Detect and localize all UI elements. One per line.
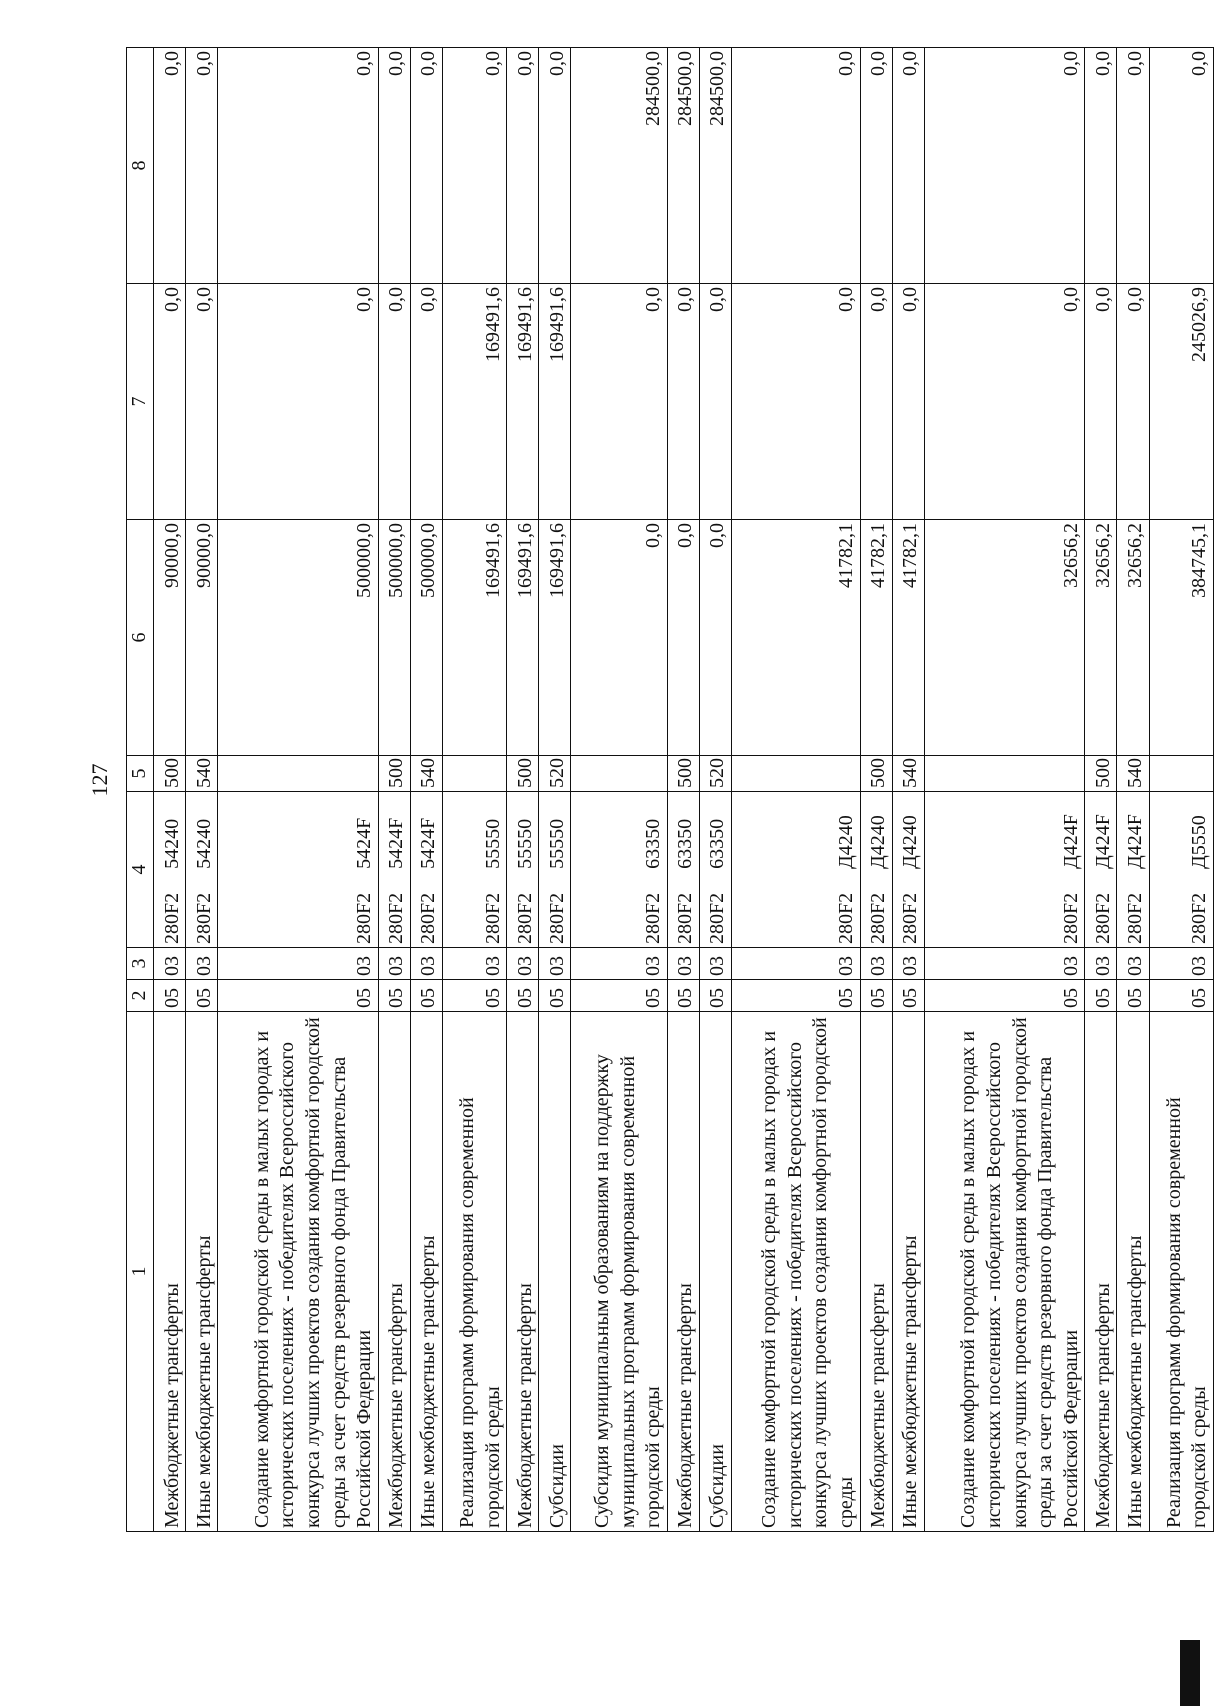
direction-code: 5424F — [385, 817, 408, 869]
subsection-code: 03 — [699, 948, 731, 980]
table-row — [1085, 48, 1117, 1532]
section-code: 05 — [732, 980, 860, 1012]
row-label: Создание комфортной городской среды в малых городах и исторических поселениях - победителях Всероссийского конкурса лучших проектов создания комфортной городской среды за счет средств резервного фонда Правительства Российской Федерации — [924, 1012, 1085, 1532]
table-row — [1149, 48, 1213, 1532]
amount-col8: 284500,0 — [699, 48, 731, 284]
amount-col8: 0,0 — [186, 48, 218, 284]
direction-code: 55550 — [513, 818, 536, 869]
table-row — [892, 48, 924, 1532]
program-code: 280F2 — [1059, 892, 1082, 944]
section-code: 05 — [1117, 980, 1149, 1012]
row-label: Субсидии — [539, 1012, 571, 1532]
direction-code: 54240 — [192, 818, 215, 869]
section-code: 05 — [924, 980, 1085, 1012]
target-code — [186, 792, 218, 948]
amount-col8: 0,0 — [1117, 48, 1149, 284]
row-label: Межбюджетные трансферты — [860, 1012, 892, 1532]
program-code: 280F2 — [417, 892, 440, 944]
subsection-code: 03 — [218, 948, 379, 980]
section-code: 05 — [410, 980, 442, 1012]
row-label: Иные межбюджетные трансферты — [1117, 1012, 1149, 1532]
amount-col6: 0,0 — [667, 520, 699, 756]
subsection-code: 03 — [732, 948, 860, 980]
subsection-code: 03 — [410, 948, 442, 980]
expense-type-code: 500 — [507, 756, 539, 792]
subsection-code: 03 — [186, 948, 218, 980]
table-row — [860, 48, 892, 1532]
amount-col6: 0,0 — [571, 520, 667, 756]
amount-col6: 384745,1 — [1149, 520, 1213, 756]
scan-edge-mark — [1180, 1640, 1200, 1706]
amount-col8: 0,0 — [539, 48, 571, 284]
target-code — [732, 792, 860, 948]
header-cell: 4 — [127, 792, 154, 948]
amount-col7: 0,0 — [667, 284, 699, 520]
row-label: Создание комфортной городской среды в малых городах и исторических поселениях - победителях Всероссийского конкурса лучших проектов создания комфортной городской среды за счет средств резервного фонда Правительства Российской Федерации — [218, 1012, 379, 1532]
amount-col8: 0,0 — [924, 48, 1085, 284]
amount-col8: 0,0 — [892, 48, 924, 284]
direction-code: Д424F — [1091, 814, 1114, 869]
amount-col7: 169491,6 — [507, 284, 539, 520]
section-code: 05 — [699, 980, 731, 1012]
target-code — [218, 792, 379, 948]
direction-code: 63350 — [706, 818, 729, 869]
program-code: 280F2 — [513, 892, 536, 944]
amount-col8: 0,0 — [154, 48, 186, 284]
table-header-row — [127, 48, 154, 1532]
amount-col6: 500000,0 — [410, 520, 442, 756]
amount-col7: 169491,6 — [443, 284, 507, 520]
table-row — [378, 48, 410, 1532]
table-row — [507, 48, 539, 1532]
expense-type-code: 540 — [1117, 756, 1149, 792]
row-label: Межбюджетные трансферты — [378, 1012, 410, 1532]
header-cell: 5 — [127, 756, 154, 792]
amount-col8: 0,0 — [507, 48, 539, 284]
program-code: 280F2 — [545, 892, 568, 944]
target-code — [507, 792, 539, 948]
direction-code: 63350 — [674, 818, 697, 869]
section-code: 05 — [860, 980, 892, 1012]
direction-code: 5424F — [353, 817, 376, 869]
amount-col6: 32656,2 — [1117, 520, 1149, 756]
amount-col7: 169491,6 — [539, 284, 571, 520]
section-code: 05 — [507, 980, 539, 1012]
direction-code: Д424F — [1059, 814, 1082, 869]
amount-col8: 0,0 — [1085, 48, 1117, 284]
direction-code: 55550 — [545, 818, 568, 869]
amount-col6: 169491,6 — [507, 520, 539, 756]
amount-col6: 41782,1 — [860, 520, 892, 756]
section-code: 05 — [218, 980, 379, 1012]
amount-col6: 90000,0 — [154, 520, 186, 756]
row-label: Субсидии — [699, 1012, 731, 1532]
amount-col6: 500000,0 — [218, 520, 379, 756]
target-code — [860, 792, 892, 948]
direction-code: 63350 — [642, 818, 665, 869]
table-row — [154, 48, 186, 1532]
amount-col7: 0,0 — [732, 284, 860, 520]
table-row — [443, 48, 507, 1532]
amount-col8: 0,0 — [860, 48, 892, 284]
table-row — [186, 48, 218, 1532]
row-label: Иные межбюджетные трансферты — [892, 1012, 924, 1532]
amount-col6: 41782,1 — [732, 520, 860, 756]
target-code — [443, 792, 507, 948]
amount-col7: 0,0 — [1085, 284, 1117, 520]
target-code — [699, 792, 731, 948]
expense-type-code: 540 — [892, 756, 924, 792]
target-code — [154, 792, 186, 948]
program-code: 280F2 — [481, 892, 504, 944]
target-code — [892, 792, 924, 948]
program-code: 280F2 — [706, 892, 729, 944]
direction-code: Д4240 — [899, 815, 922, 869]
program-code: 280F2 — [1188, 892, 1211, 944]
target-code — [410, 792, 442, 948]
amount-col6: 41782,1 — [892, 520, 924, 756]
subsection-code: 03 — [154, 948, 186, 980]
subsection-code: 03 — [1117, 948, 1149, 980]
amount-col6: 32656,2 — [1085, 520, 1117, 756]
amount-col7: 0,0 — [186, 284, 218, 520]
subsection-code: 03 — [892, 948, 924, 980]
expense-type-code: 500 — [860, 756, 892, 792]
section-code: 05 — [539, 980, 571, 1012]
table-body — [127, 48, 1214, 1532]
expense-type-code: 520 — [539, 756, 571, 792]
amount-col7: 0,0 — [860, 284, 892, 520]
table-row — [410, 48, 442, 1532]
page-number: 127 — [87, 763, 112, 797]
row-label: Межбюджетные трансферты — [507, 1012, 539, 1532]
subsection-code: 03 — [507, 948, 539, 980]
direction-code: Д4240 — [834, 815, 857, 869]
expense-type-code — [218, 756, 379, 792]
expense-type-code: 500 — [154, 756, 186, 792]
expense-type-code: 540 — [186, 756, 218, 792]
row-label: Субсидия муниципальным образованиям на поддержку муниципальных программ формирования современной городской среды — [571, 1012, 667, 1532]
amount-col7: 0,0 — [571, 284, 667, 520]
program-code: 280F2 — [1091, 892, 1114, 944]
section-code: 05 — [378, 980, 410, 1012]
amount-col7: 0,0 — [154, 284, 186, 520]
program-code: 280F2 — [353, 892, 376, 944]
table-row — [1117, 48, 1149, 1532]
expense-type-code: 540 — [410, 756, 442, 792]
expense-type-code — [924, 756, 1085, 792]
header-cell: 6 — [127, 520, 154, 756]
expense-type-code: 500 — [667, 756, 699, 792]
expense-type-code — [732, 756, 860, 792]
row-label: Иные межбюджетные трансферты — [186, 1012, 218, 1532]
row-label: Иные межбюджетные трансферты — [410, 1012, 442, 1532]
expense-type-code — [443, 756, 507, 792]
expense-type-code — [571, 756, 667, 792]
section-code: 05 — [571, 980, 667, 1012]
target-code — [667, 792, 699, 948]
subsection-code: 03 — [1085, 948, 1117, 980]
row-label: Реализация программ формирования современной городской среды — [443, 1012, 507, 1532]
table-row — [924, 48, 1085, 1532]
expense-type-code: 520 — [699, 756, 731, 792]
program-code: 280F2 — [674, 892, 697, 944]
amount-col6: 90000,0 — [186, 520, 218, 756]
amount-col8: 0,0 — [1149, 48, 1213, 284]
direction-code: Д4240 — [867, 815, 890, 869]
table-row — [571, 48, 667, 1532]
table-row — [218, 48, 379, 1532]
section-code: 05 — [186, 980, 218, 1012]
amount-col7: 0,0 — [218, 284, 379, 520]
target-code — [924, 792, 1085, 948]
target-code — [1085, 792, 1117, 948]
section-code: 05 — [892, 980, 924, 1012]
budget-table — [126, 47, 1214, 1532]
subsection-code: 03 — [924, 948, 1085, 980]
subsection-code: 03 — [1149, 948, 1213, 980]
amount-col8: 284500,0 — [571, 48, 667, 284]
expense-type-code — [1149, 756, 1213, 792]
row-label: Межбюджетные трансферты — [154, 1012, 186, 1532]
subsection-code: 03 — [443, 948, 507, 980]
header-cell: 3 — [127, 948, 154, 980]
amount-col7: 0,0 — [378, 284, 410, 520]
direction-code: 5424F — [417, 817, 440, 869]
expense-type-code: 500 — [1085, 756, 1117, 792]
program-code: 280F2 — [1123, 892, 1146, 944]
amount-col8: 0,0 — [410, 48, 442, 284]
subsection-code: 03 — [539, 948, 571, 980]
row-label: Межбюджетные трансферты — [1085, 1012, 1117, 1532]
subsection-code: 03 — [860, 948, 892, 980]
amount-col7: 0,0 — [699, 284, 731, 520]
amount-col8: 0,0 — [443, 48, 507, 284]
program-code: 280F2 — [899, 892, 922, 944]
amount-col7: 245026,9 — [1149, 284, 1213, 520]
row-label: Создание комфортной городской среды в малых городах и исторических поселениях - победителях Всероссийского конкурса лучших проектов создания комфортной городской среды — [732, 1012, 860, 1532]
table-row — [699, 48, 731, 1532]
program-code: 280F2 — [834, 892, 857, 944]
target-code — [571, 792, 667, 948]
table-row — [539, 48, 571, 1532]
direction-code: 55550 — [481, 818, 504, 869]
amount-col6: 500000,0 — [378, 520, 410, 756]
target-code — [1117, 792, 1149, 948]
section-code: 05 — [667, 980, 699, 1012]
program-code: 280F2 — [642, 892, 665, 944]
direction-code: Д424F — [1123, 814, 1146, 869]
amount-col6: 169491,6 — [443, 520, 507, 756]
amount-col6: 169491,6 — [539, 520, 571, 756]
table-row — [667, 48, 699, 1532]
header-cell: 7 — [127, 284, 154, 520]
budget-table-rotated — [126, 48, 1212, 1532]
amount-col7: 0,0 — [1117, 284, 1149, 520]
amount-col6: 0,0 — [699, 520, 731, 756]
section-code: 05 — [443, 980, 507, 1012]
subsection-code: 03 — [378, 948, 410, 980]
target-code — [378, 792, 410, 948]
row-label: Межбюджетные трансферты — [667, 1012, 699, 1532]
header-cell: 1 — [127, 1012, 154, 1532]
amount-col8: 0,0 — [732, 48, 860, 284]
program-code: 280F2 — [867, 892, 890, 944]
row-label: Реализация программ формирования современной городской среды — [1149, 1012, 1213, 1532]
amount-col8: 284500,0 — [667, 48, 699, 284]
amount-col6: 32656,2 — [924, 520, 1085, 756]
amount-col7: 0,0 — [924, 284, 1085, 520]
table-row — [732, 48, 860, 1532]
header-cell: 8 — [127, 48, 154, 284]
program-code: 280F2 — [385, 892, 408, 944]
amount-col8: 0,0 — [378, 48, 410, 284]
section-code: 05 — [1149, 980, 1213, 1012]
section-code: 05 — [154, 980, 186, 1012]
header-cell: 2 — [127, 980, 154, 1012]
amount-col8: 0,0 — [218, 48, 379, 284]
amount-col7: 0,0 — [892, 284, 924, 520]
program-code: 280F2 — [192, 892, 215, 944]
section-code: 05 — [1085, 980, 1117, 1012]
amount-col7: 0,0 — [410, 284, 442, 520]
subsection-code: 03 — [667, 948, 699, 980]
direction-code: 54240 — [160, 818, 183, 869]
target-code — [1149, 792, 1213, 948]
target-code — [539, 792, 571, 948]
program-code: 280F2 — [160, 892, 183, 944]
subsection-code: 03 — [571, 948, 667, 980]
direction-code: Д5550 — [1188, 815, 1211, 869]
expense-type-code: 500 — [378, 756, 410, 792]
